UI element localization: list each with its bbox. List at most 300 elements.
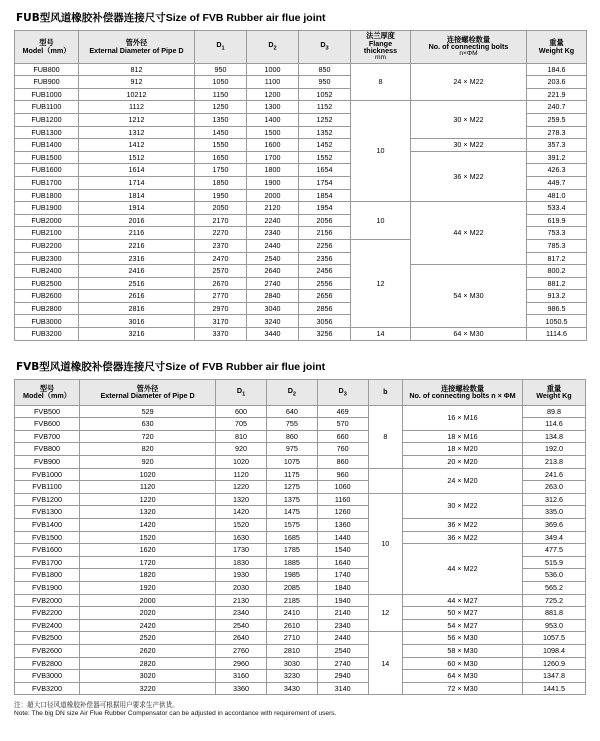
cell-d3: 1260 — [317, 506, 368, 519]
cell-model: FVB1900 — [15, 581, 80, 594]
cell-d2: 1600 — [247, 139, 299, 152]
table-row — [15, 151, 587, 164]
cell-d1: 1120 — [216, 468, 267, 481]
cell-weight: 426.3 — [527, 164, 587, 177]
cell-d2: 2540 — [247, 252, 299, 265]
cell-d2: 2640 — [247, 265, 299, 278]
cell-d1: 2640 — [216, 632, 267, 645]
cell-d2: 2240 — [247, 214, 299, 227]
table-row — [15, 519, 586, 532]
col-outer-diameter: 管外径 External Diameter of Pipe D — [79, 31, 195, 64]
cell-d1: 1950 — [195, 189, 247, 202]
cell-d1: 1150 — [195, 88, 247, 101]
cell-model: FVB2000 — [15, 594, 80, 607]
col-d1: $D_1$ — [216, 379, 267, 405]
cell-bolts: 36 × M22 — [403, 519, 523, 532]
cell-d1: 950 — [195, 63, 247, 76]
cell-d3: 1152 — [299, 101, 351, 114]
cell-outer-diameter: 812 — [79, 63, 195, 76]
cell-bolts: 72 × M30 — [403, 682, 523, 695]
cell-bolts: 54 × M30 — [411, 265, 527, 328]
table-row — [15, 632, 586, 645]
cell-d1: 1830 — [216, 556, 267, 569]
cell-model: FUB2600 — [15, 290, 79, 303]
cell-model: FUB1500 — [15, 151, 79, 164]
cell-d2: 1300 — [247, 101, 299, 114]
cell-d2: 2410 — [266, 607, 317, 620]
cell-outer-diameter: 2820 — [80, 657, 216, 670]
col-d3: $D_3$ — [317, 379, 368, 405]
cell-outer-diameter: 1420 — [80, 519, 216, 532]
cell-d2: 1200 — [247, 88, 299, 101]
cell-d2: 2840 — [247, 290, 299, 303]
cell-d3: 1352 — [299, 126, 351, 139]
cell-model: FVB3200 — [15, 682, 80, 695]
cell-model: FUB2000 — [15, 214, 79, 227]
col-b: b — [368, 379, 403, 405]
cell-outer-diameter: 1512 — [79, 151, 195, 164]
cell-d2: 1985 — [266, 569, 317, 582]
cell-weight: 391.2 — [527, 151, 587, 164]
cell-d3: 660 — [317, 430, 368, 443]
section-title-en: Size of FVB Rubber air flue joint — [165, 12, 326, 24]
cell-outer-diameter: 1614 — [79, 164, 195, 177]
cell-d3: 1052 — [299, 88, 351, 101]
cell-outer-diameter: 3216 — [79, 328, 195, 341]
col-flange-thickness: 法兰厚度 Flange thickness mm — [351, 31, 411, 64]
cell-flange-thickness — [368, 468, 403, 493]
cell-model: FUB3200 — [15, 328, 79, 341]
cell-bolts: 18 × M20 — [403, 443, 523, 456]
cell-bolts: 20 × M20 — [403, 456, 523, 469]
cell-weight: 263.0 — [522, 481, 585, 494]
cell-d1: 3170 — [195, 315, 247, 328]
cell-d2: 2000 — [247, 189, 299, 202]
cell-model: FVB1800 — [15, 569, 80, 582]
col-d2: $D_2$ — [266, 379, 317, 405]
cell-d2: 1700 — [247, 151, 299, 164]
cell-d1: 2570 — [195, 265, 247, 278]
cell-weight: 785.3 — [527, 239, 587, 252]
cell-d2: 1400 — [247, 113, 299, 126]
cell-weight: 192.0 — [522, 443, 585, 456]
cell-bolts: 24 × M20 — [403, 468, 523, 493]
fvb-table-body — [15, 405, 586, 695]
cell-weight: 881.2 — [527, 277, 587, 290]
cell-model: FUB2500 — [15, 277, 79, 290]
cell-model: FVB500 — [15, 405, 80, 418]
cell-model: FVB2500 — [15, 632, 80, 645]
cell-weight: 800.2 — [527, 265, 587, 278]
cell-weight: 913.2 — [527, 290, 587, 303]
cell-model: FVB1000 — [15, 468, 80, 481]
cell-bolts: 30 × M22 — [411, 101, 527, 139]
cell-model: FVB600 — [15, 418, 80, 431]
cell-d1: 1930 — [216, 569, 267, 582]
cell-bolts: 30 × M22 — [411, 139, 527, 152]
cell-d2: 1475 — [266, 506, 317, 519]
cell-weight: 213.8 — [522, 456, 585, 469]
cell-model: FUB3000 — [15, 315, 79, 328]
cell-outer-diameter: 1320 — [80, 506, 216, 519]
cell-outer-diameter: 2000 — [80, 594, 216, 607]
cell-flange-thickness: 8 — [368, 405, 403, 468]
cell-d2: 2610 — [266, 619, 317, 632]
cell-d2: 3430 — [266, 682, 317, 695]
cell-weight: 481.0 — [527, 189, 587, 202]
cell-weight: 312.6 — [522, 493, 585, 506]
cell-bolts: 36 × M22 — [403, 531, 523, 544]
table-row — [15, 430, 586, 443]
cell-outer-diameter: 1120 — [80, 481, 216, 494]
cell-outer-diameter: 1714 — [79, 176, 195, 189]
cell-model: FVB1200 — [15, 493, 80, 506]
cell-weight: 477.5 — [522, 544, 585, 557]
cell-weight: 1114.6 — [527, 328, 587, 341]
cell-d3: 2156 — [299, 227, 351, 240]
table-row — [15, 619, 586, 632]
cell-outer-diameter: 2020 — [80, 607, 216, 620]
cell-d2: 2740 — [247, 277, 299, 290]
cell-weight: 881.8 — [522, 607, 585, 620]
cell-d2: 1100 — [247, 76, 299, 89]
cell-d1: 920 — [216, 443, 267, 456]
cell-outer-diameter: 2520 — [80, 632, 216, 645]
cell-bolts: 44 × M22 — [403, 544, 523, 594]
cell-weight: 349.4 — [522, 531, 585, 544]
cell-d1: 2670 — [195, 277, 247, 290]
cell-outer-diameter: 3220 — [80, 682, 216, 695]
cell-weight: 1260.9 — [522, 657, 585, 670]
cell-model: FUB1000 — [15, 88, 79, 101]
cell-weight: 1098.4 — [522, 644, 585, 657]
col-outer-diameter: 管外径 External Diameter of Pipe D — [80, 379, 216, 405]
cell-d2: 1575 — [266, 519, 317, 532]
cell-model: FVB1400 — [15, 519, 80, 532]
cell-d2: 2710 — [266, 632, 317, 645]
table-row — [15, 682, 586, 695]
cell-d2: 3030 — [266, 657, 317, 670]
cell-d3: 469 — [317, 405, 368, 418]
cell-d2: 860 — [266, 430, 317, 443]
cell-weight: 369.6 — [522, 519, 585, 532]
cell-d2: 2120 — [247, 202, 299, 215]
col-weight: 重量 Weight Kg — [527, 31, 587, 64]
cell-model: FVB2600 — [15, 644, 80, 657]
cell-d1: 1020 — [216, 456, 267, 469]
cell-weight: 1441.5 — [522, 682, 585, 695]
cell-d3: 850 — [299, 63, 351, 76]
cell-outer-diameter: 1914 — [79, 202, 195, 215]
cell-outer-diameter: 920 — [80, 456, 216, 469]
cell-model: FUB800 — [15, 63, 79, 76]
section-title-en-2: Size of FVB Rubber air flue joint — [165, 360, 326, 373]
col-d3: $D_3$ — [299, 31, 351, 64]
table-header-row — [15, 31, 587, 64]
cell-model: FVB800 — [15, 443, 80, 456]
cell-weight: 1347.8 — [522, 670, 585, 683]
cell-bolts: 36 × M22 — [411, 151, 527, 201]
cell-model: FVB2800 — [15, 657, 80, 670]
cell-outer-diameter: 2116 — [79, 227, 195, 240]
cell-d3: 2256 — [299, 239, 351, 252]
cell-bolts: 44 × M27 — [403, 594, 523, 607]
cell-weight: 533.4 — [527, 202, 587, 215]
cell-flange-thickness: 12 — [351, 239, 411, 327]
table-row — [15, 644, 586, 657]
cell-model: FUB1100 — [15, 101, 79, 114]
cell-weight: 241.6 — [522, 468, 585, 481]
cell-d3: 2656 — [299, 290, 351, 303]
cell-d1: 1850 — [195, 176, 247, 189]
cell-d1: 705 — [216, 418, 267, 431]
cell-d3: 1740 — [317, 569, 368, 582]
cell-d2: 3040 — [247, 302, 299, 315]
cell-weight: 753.3 — [527, 227, 587, 240]
cell-bolts: 30 × M22 — [403, 493, 523, 518]
cell-outer-diameter: 2620 — [80, 644, 216, 657]
cell-d1: 1350 — [195, 113, 247, 126]
cell-weight: 449.7 — [527, 176, 587, 189]
cell-flange-thickness: 10 — [368, 493, 403, 594]
footnote — [14, 701, 586, 719]
cell-outer-diameter: 1112 — [79, 101, 195, 114]
cell-d1: 2770 — [195, 290, 247, 303]
cell-d1: 1320 — [216, 493, 267, 506]
cell-outer-diameter: 1312 — [79, 126, 195, 139]
table-row — [15, 328, 587, 341]
table-row — [15, 544, 586, 557]
footnote-en: Note: The big DN size Air Flue Rubber Compensator can be adjusted in accordance with requirement of users. — [14, 710, 337, 718]
cell-model: FUB1200 — [15, 113, 79, 126]
cell-bolts: 50 × M27 — [403, 607, 523, 620]
table-row — [15, 456, 586, 469]
cell-weight: 184.6 — [527, 63, 587, 76]
cell-outer-diameter: 2616 — [79, 290, 195, 303]
cell-weight: 725.2 — [522, 594, 585, 607]
cell-d2: 2810 — [266, 644, 317, 657]
cell-weight: 221.9 — [527, 88, 587, 101]
table-row — [15, 405, 586, 418]
cell-d3: 1954 — [299, 202, 351, 215]
cell-d3: 2140 — [317, 607, 368, 620]
cell-model: FUB2300 — [15, 252, 79, 265]
cell-weight: 565.2 — [522, 581, 585, 594]
cell-outer-diameter: 820 — [80, 443, 216, 456]
cell-model: FUB1300 — [15, 126, 79, 139]
cell-weight: 89.8 — [522, 405, 585, 418]
cell-weight: 240.7 — [527, 101, 587, 114]
cell-d3: 2356 — [299, 252, 351, 265]
cell-d1: 1630 — [216, 531, 267, 544]
cell-outer-diameter: 2416 — [79, 265, 195, 278]
cell-outer-diameter: 1820 — [80, 569, 216, 582]
cell-d2: 3240 — [247, 315, 299, 328]
table-row — [15, 493, 586, 506]
col-model: 型号 Model（mm） — [15, 379, 80, 405]
cell-flange-thickness: 12 — [368, 594, 403, 632]
cell-d2: 3440 — [247, 328, 299, 341]
cell-d3: 3140 — [317, 682, 368, 695]
cell-d2: 1785 — [266, 544, 317, 557]
cell-outer-diameter: 912 — [79, 76, 195, 89]
cell-d1: 1420 — [216, 506, 267, 519]
cell-d1: 3360 — [216, 682, 267, 695]
col-d1: $D_1$ — [195, 31, 247, 64]
cell-model: FUB2200 — [15, 239, 79, 252]
cell-model: FUB1800 — [15, 189, 79, 202]
col-d2: $D_2$ — [247, 31, 299, 64]
fvb-spec-table — [14, 379, 586, 696]
cell-d3: 1654 — [299, 164, 351, 177]
cell-outer-diameter: 1212 — [79, 113, 195, 126]
cell-d3: 960 — [317, 468, 368, 481]
cell-d3: 2340 — [317, 619, 368, 632]
cell-d3: 1452 — [299, 139, 351, 152]
cell-d1: 3160 — [216, 670, 267, 683]
cell-d1: 2340 — [216, 607, 267, 620]
cell-weight: 134.8 — [522, 430, 585, 443]
cell-d3: 760 — [317, 443, 368, 456]
cell-bolts: 24 × M22 — [411, 63, 527, 101]
cell-d3: 2456 — [299, 265, 351, 278]
cell-bolts: 54 × M27 — [403, 619, 523, 632]
cell-model: FUB1600 — [15, 164, 79, 177]
table-row — [15, 657, 586, 670]
table-row — [15, 670, 586, 683]
table-row — [15, 468, 586, 481]
col-model: 型号 Model（mm） — [15, 31, 79, 64]
cell-d1: 2050 — [195, 202, 247, 215]
cell-weight: 335.0 — [522, 506, 585, 519]
cell-model: FUB2400 — [15, 265, 79, 278]
cell-weight: 619.9 — [527, 214, 587, 227]
cell-d1: 1750 — [195, 164, 247, 177]
cell-d1: 1050 — [195, 76, 247, 89]
cell-outer-diameter: 1220 — [80, 493, 216, 506]
cell-d3: 950 — [299, 76, 351, 89]
cell-d1: 2760 — [216, 644, 267, 657]
cell-d3: 3056 — [299, 315, 351, 328]
cell-d1: 2270 — [195, 227, 247, 240]
cell-outer-diameter: 1620 — [80, 544, 216, 557]
cell-d1: 1250 — [195, 101, 247, 114]
cell-outer-diameter: 3020 — [80, 670, 216, 683]
cell-d3: 860 — [317, 456, 368, 469]
cell-bolts: 60 × M30 — [403, 657, 523, 670]
cell-bolts: 58 × M30 — [403, 644, 523, 657]
cell-outer-diameter: 529 — [80, 405, 216, 418]
cell-weight: 986.5 — [527, 302, 587, 315]
cell-outer-diameter: 2816 — [79, 302, 195, 315]
cell-d2: 2185 — [266, 594, 317, 607]
col-weight: 重量 Weight Kg — [522, 379, 585, 405]
cell-d1: 2970 — [195, 302, 247, 315]
table-row — [15, 594, 586, 607]
table-row — [15, 531, 586, 544]
cell-d3: 2540 — [317, 644, 368, 657]
cell-d2: 640 — [266, 405, 317, 418]
cell-d1: 600 — [216, 405, 267, 418]
cell-d1: 1520 — [216, 519, 267, 532]
cell-outer-diameter: 2016 — [79, 214, 195, 227]
table-row — [15, 265, 587, 278]
cell-d1: 2540 — [216, 619, 267, 632]
col-bolts: 连接螺栓数量 No. of connecting bolts n×ΦM — [411, 31, 527, 64]
cell-d2: 1885 — [266, 556, 317, 569]
cell-bolts: 16 × M16 — [403, 405, 523, 430]
cell-d1: 1550 — [195, 139, 247, 152]
cell-d3: 2556 — [299, 277, 351, 290]
cell-d2: 1275 — [266, 481, 317, 494]
cell-d2: 2340 — [247, 227, 299, 240]
cell-d1: 2370 — [195, 239, 247, 252]
cell-d2: 1800 — [247, 164, 299, 177]
cell-d2: 3230 — [266, 670, 317, 683]
cell-d2: 2085 — [266, 581, 317, 594]
cell-d3: 1940 — [317, 594, 368, 607]
cell-outer-diameter: 630 — [80, 418, 216, 431]
cell-d3: 2440 — [317, 632, 368, 645]
cell-d1: 1650 — [195, 151, 247, 164]
cell-outer-diameter: 720 — [80, 430, 216, 443]
cell-d2: 1075 — [266, 456, 317, 469]
section-title-cn: FUB型风道橡胶补偿器连接尺寸 — [16, 12, 166, 24]
cell-bolts: 18 × M16 — [403, 430, 523, 443]
cell-d3: 570 — [317, 418, 368, 431]
cell-weight: 357.3 — [527, 139, 587, 152]
cell-d3: 1360 — [317, 519, 368, 532]
cell-flange-thickness: 14 — [368, 632, 403, 695]
col-bolts: 连接螺栓数量 No. of connecting bolts n × ΦM — [403, 379, 523, 405]
cell-d1: 2960 — [216, 657, 267, 670]
cell-model: FVB1700 — [15, 556, 80, 569]
cell-weight: 817.2 — [527, 252, 587, 265]
section-title-fub — [16, 10, 586, 25]
cell-d2: 975 — [266, 443, 317, 456]
cell-outer-diameter: 1520 — [80, 531, 216, 544]
cell-d3: 1552 — [299, 151, 351, 164]
cell-d1: 2030 — [216, 581, 267, 594]
cell-weight: 536.0 — [522, 569, 585, 582]
footnote-cn: 注：超大口径风道橡胶补偿器可根据用户要求生产供货。 — [14, 701, 179, 710]
cell-d3: 3256 — [299, 328, 351, 341]
cell-d3: 1060 — [317, 481, 368, 494]
cell-d3: 1160 — [317, 493, 368, 506]
cell-d3: 2740 — [317, 657, 368, 670]
cell-d3: 2940 — [317, 670, 368, 683]
cell-model: FUB900 — [15, 76, 79, 89]
cell-outer-diameter: 1814 — [79, 189, 195, 202]
cell-model: FUB1400 — [15, 139, 79, 152]
cell-d2: 1500 — [247, 126, 299, 139]
cell-d2: 755 — [266, 418, 317, 431]
cell-bolts: 44 × M22 — [411, 202, 527, 265]
cell-d3: 1440 — [317, 531, 368, 544]
cell-d3: 1540 — [317, 544, 368, 557]
cell-d2: 1175 — [266, 468, 317, 481]
cell-model: FVB1600 — [15, 544, 80, 557]
cell-d2: 1900 — [247, 176, 299, 189]
cell-model: FUB2100 — [15, 227, 79, 240]
cell-model: FVB900 — [15, 456, 80, 469]
cell-outer-diameter: 1020 — [80, 468, 216, 481]
cell-model: FVB1100 — [15, 481, 80, 494]
cell-d1: 1220 — [216, 481, 267, 494]
cell-model: FVB2400 — [15, 619, 80, 632]
cell-d1: 1450 — [195, 126, 247, 139]
cell-model: FUB1900 — [15, 202, 79, 215]
